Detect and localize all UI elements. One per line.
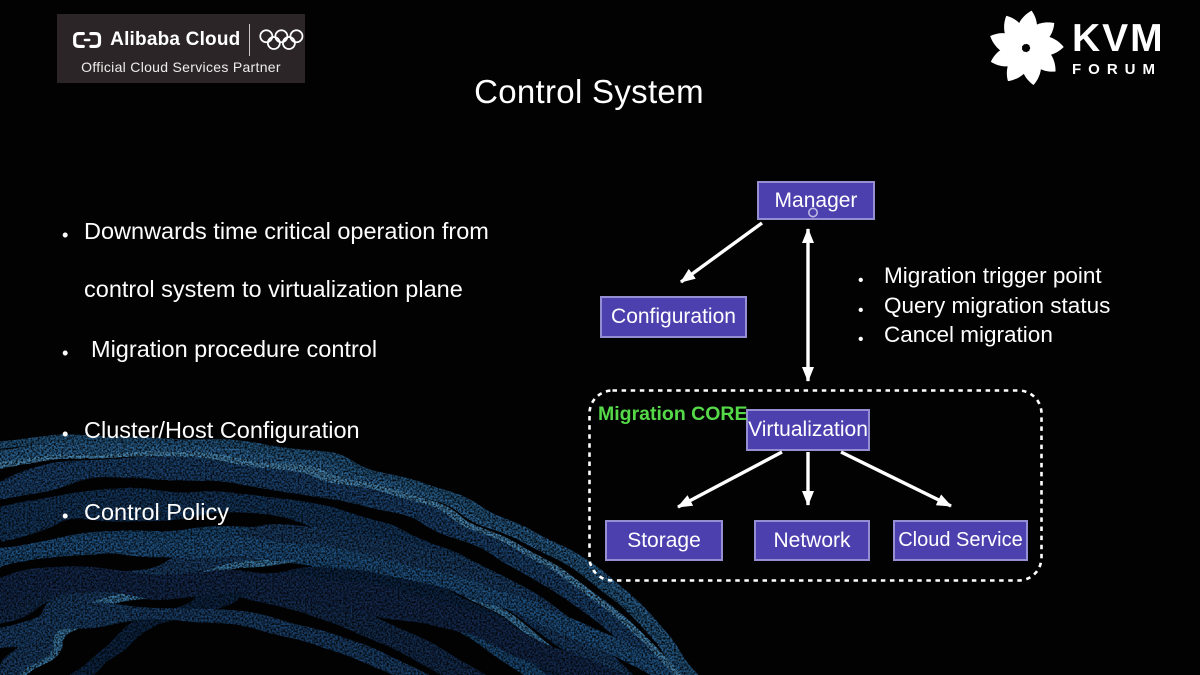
left-bullet-1-continuation xyxy=(62,276,463,303)
node-manager: Manager xyxy=(757,181,875,220)
badge-divider xyxy=(249,24,250,56)
node-cloud-service: Cloud Service xyxy=(893,520,1028,561)
left-bullet-2 xyxy=(62,336,377,363)
slide-title: Control System xyxy=(474,73,704,110)
partner-text: Official Cloud Services Partner xyxy=(81,59,281,75)
callout-cancel-migration xyxy=(858,322,1053,348)
bullet-dot xyxy=(858,322,884,348)
callout-query-status xyxy=(858,293,1110,319)
kvm-pinwheel-icon xyxy=(984,6,1068,90)
callout-migration-trigger xyxy=(858,263,1102,289)
left-bullet-3-text: Cluster/Host Configuration xyxy=(84,417,360,443)
arrow-virtualization-to-storage xyxy=(678,452,782,507)
kvm-forum-logo xyxy=(984,6,1165,90)
alibaba-cloud-brackets-icon xyxy=(72,28,102,52)
left-bullet-1-line-2: control system to virtualization plane xyxy=(84,276,463,302)
bullet-dot xyxy=(858,293,884,319)
left-bullet-3 xyxy=(62,417,360,444)
alibaba-brand-text: Alibaba Cloud xyxy=(110,29,241,50)
kvm-text-line1: KVM xyxy=(1072,16,1165,60)
node-network: Network xyxy=(754,520,870,561)
left-bullet-2-text: Migration procedure control xyxy=(91,336,378,362)
bullet-dot xyxy=(62,499,84,526)
bullet-dot xyxy=(62,417,84,444)
arrow-virtualization-to-cloud-service xyxy=(841,452,951,506)
kvm-text-line2: FORUM xyxy=(1072,60,1162,78)
callout-1-text: Migration trigger point xyxy=(884,263,1102,288)
kvm-wordmark xyxy=(1072,16,1165,78)
alibaba-badge-row xyxy=(57,14,305,56)
node-configuration: Configuration xyxy=(600,296,747,338)
olympic-rings-icon xyxy=(258,25,305,55)
callout-2-text: Query migration status xyxy=(884,293,1111,318)
arrow-manager-to-configuration xyxy=(681,223,762,282)
callout-3-text: Cancel migration xyxy=(884,322,1053,347)
node-storage: Storage xyxy=(605,520,723,561)
left-bullet-4 xyxy=(62,499,229,526)
bullet-dot xyxy=(62,218,84,245)
migration-core-label: Migration CORE xyxy=(598,403,748,425)
left-bullet-1 xyxy=(62,218,489,245)
left-bullet-4-text: Control Policy xyxy=(84,499,229,525)
node-virtualization: Virtualization xyxy=(746,409,870,451)
left-bullet-1-line-1: Downwards time critical operation from xyxy=(84,218,489,244)
bullet-dot xyxy=(858,263,884,289)
bullet-dot xyxy=(62,336,91,363)
